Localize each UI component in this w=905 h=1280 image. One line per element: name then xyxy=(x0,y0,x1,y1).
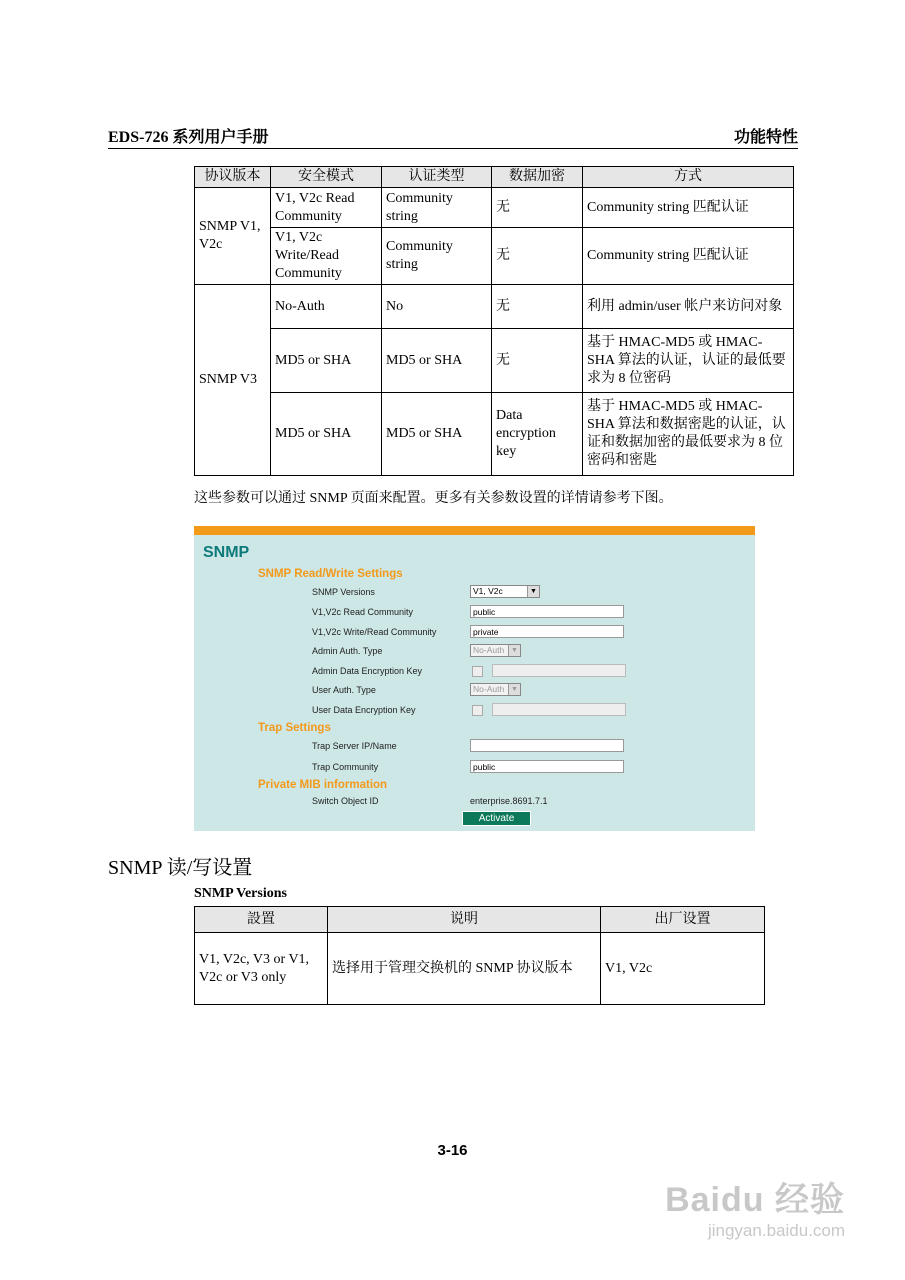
read-community-label: V1,V2c Read Community xyxy=(312,607,414,617)
col-header: 出厂设置 xyxy=(601,907,765,933)
table-cell: Community string xyxy=(382,188,492,228)
section-mib-title: Private MIB information xyxy=(258,779,388,791)
table-cell: 选择用于管理交换机的 SNMP 协议版本 xyxy=(328,933,601,1005)
table-cell: MD5 or SHA xyxy=(382,393,492,476)
header-section: 功能特性 xyxy=(733,129,798,146)
sub-heading: SNMP Versions xyxy=(194,886,287,901)
read-community-input[interactable]: public xyxy=(470,605,624,618)
table-cell: V1, V2c Read Community xyxy=(271,188,382,228)
table-cell: 基于 HMAC-MD5 或 HMAC-SHA 算法和数据密匙的认证，认证和数据加密的最低要求为 8 位密码和密匙 xyxy=(583,393,794,476)
table-header-row xyxy=(195,167,794,188)
table-cell: V1, V2c, V3 or V1, V2c or V3 only xyxy=(195,933,328,1005)
trap-community-label: Trap Community xyxy=(312,762,379,772)
snmp-versions-value: V1, V2c xyxy=(473,586,503,596)
chevron-down-icon: ▼ xyxy=(527,586,539,597)
table-row xyxy=(195,188,794,228)
table-row xyxy=(195,393,794,476)
table-cell: Community string 匹配认证 xyxy=(583,188,794,228)
col-header: 数据加密 xyxy=(492,167,583,188)
admin-key-checkbox[interactable] xyxy=(472,666,483,677)
activate-button[interactable]: Activate xyxy=(462,811,531,826)
admin-auth-label: Admin Auth. Type xyxy=(312,646,383,656)
header-title: EDS-726 系列用户手册 xyxy=(108,129,269,146)
table-cell: MD5 or SHA xyxy=(271,329,382,393)
page-header xyxy=(108,124,798,149)
trap-server-input[interactable] xyxy=(470,739,624,752)
user-key-checkbox[interactable] xyxy=(472,705,483,716)
page-number: 3-16 xyxy=(437,1142,468,1159)
version-cell: SNMP V3 xyxy=(195,285,271,476)
table-cell: No-Auth xyxy=(271,285,382,329)
watermark-url: jingyan.baidu.com xyxy=(707,1221,845,1240)
panel-top-bar xyxy=(194,526,755,535)
intro-paragraph: 这些参数可以通过 SNMP 页面来配置。更多有关参数设置的详情请参考下图。 xyxy=(194,491,673,506)
write-community-label: V1,V2c Write/Read Community xyxy=(312,627,437,637)
watermark xyxy=(665,1172,845,1241)
switch-oid-label: Switch Object ID xyxy=(312,796,379,806)
table-row xyxy=(195,228,794,285)
admin-key-label: Admin Data Encryption Key xyxy=(312,666,423,676)
section-trap-title: Trap Settings xyxy=(258,722,331,734)
snmp-settings-panel xyxy=(194,526,755,831)
table-cell: 无 xyxy=(492,329,583,393)
table-cell: Data encryption key xyxy=(492,393,583,476)
col-header: 安全模式 xyxy=(271,167,382,188)
col-header: 方式 xyxy=(583,167,794,188)
admin-key-input[interactable] xyxy=(492,664,626,677)
col-header: 协议版本 xyxy=(195,167,271,188)
write-community-input[interactable]: private xyxy=(470,625,624,638)
user-auth-value: No-Auth xyxy=(473,684,505,694)
table-cell: Community string 匹配认证 xyxy=(583,228,794,285)
table-row xyxy=(195,329,794,393)
table-row xyxy=(195,933,765,1005)
table-cell: MD5 or SHA xyxy=(271,393,382,476)
table-cell: V1, V2c Write/Read Community xyxy=(271,228,382,285)
snmp-versions-label: SNMP Versions xyxy=(312,587,375,597)
trap-server-label: Trap Server IP/Name xyxy=(312,741,397,751)
user-auth-select[interactable] xyxy=(470,683,521,696)
chevron-down-icon: ▼ xyxy=(508,645,520,656)
trap-community-input[interactable]: public xyxy=(470,760,624,773)
user-auth-label: User Auth. Type xyxy=(312,685,376,695)
table-cell: V1, V2c xyxy=(601,933,765,1005)
security-mode-table xyxy=(194,166,794,476)
col-header: 认证类型 xyxy=(382,167,492,188)
admin-auth-select[interactable] xyxy=(470,644,521,657)
table-row xyxy=(195,285,794,329)
table-cell: No xyxy=(382,285,492,329)
table-cell: Community string xyxy=(382,228,492,285)
snmp-versions-table xyxy=(194,906,765,1005)
col-header: 说明 xyxy=(328,907,601,933)
watermark-brand: Baidu 经验 xyxy=(665,1181,845,1219)
table-cell: 基于 HMAC-MD5 或 HMAC-SHA 算法的认证，认证的最低要求为 8 位密码 xyxy=(583,329,794,393)
admin-auth-value: No-Auth xyxy=(473,645,505,655)
section-rw-title: SNMP Read/Write Settings xyxy=(258,568,403,580)
table-cell: MD5 or SHA xyxy=(382,329,492,393)
col-header: 設置 xyxy=(195,907,328,933)
table-cell: 无 xyxy=(492,188,583,228)
table-cell: 无 xyxy=(492,228,583,285)
table-cell: 利用 admin/user 帐户来访问对象 xyxy=(583,285,794,329)
snmp-versions-select[interactable] xyxy=(470,585,540,598)
table-cell: 无 xyxy=(492,285,583,329)
user-key-label: User Data Encryption Key xyxy=(312,705,416,715)
chevron-down-icon: ▼ xyxy=(508,684,520,695)
panel-title: SNMP xyxy=(203,544,250,561)
version-cell: SNMP V1, V2c xyxy=(195,188,271,285)
user-key-input[interactable] xyxy=(492,703,626,716)
section-heading: SNMP 读/写设置 xyxy=(108,857,253,879)
switch-oid-value: enterprise.8691.7.1 xyxy=(470,796,548,806)
table-header-row xyxy=(195,907,765,933)
